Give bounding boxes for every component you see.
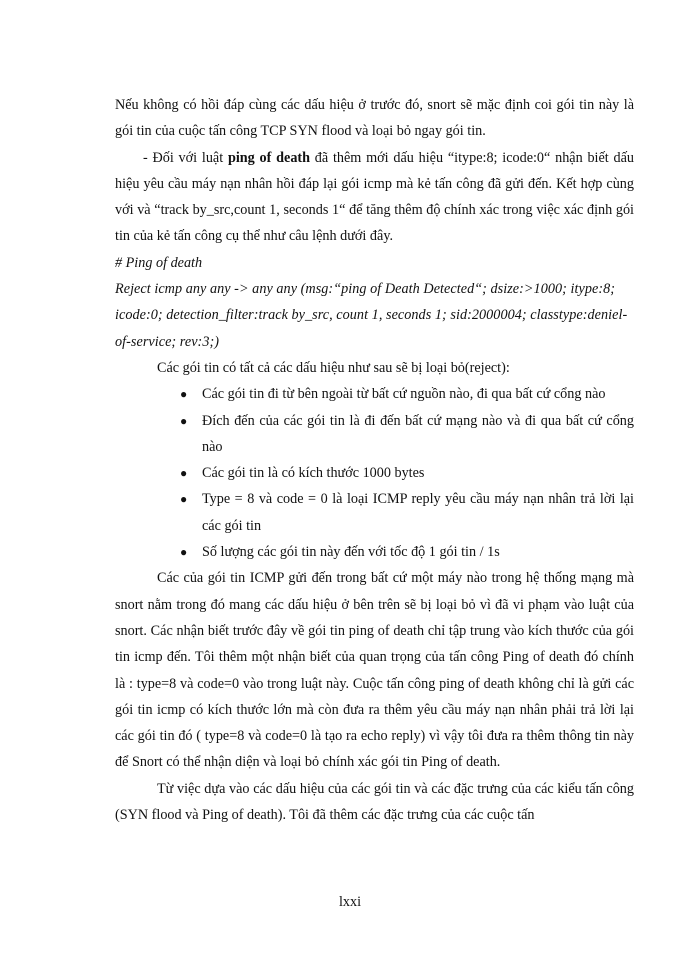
snort-rule: Reject icmp any any -> any any (msg:“ping of Death Detected“; dsize:>1000; itype:8; icode:0; detection_filter:track by_src, count 1, seconds 1; sid:2000004; classtype:deniel-of-service; rev:3;) <box>115 281 628 350</box>
bold-term: ping of death <box>227 149 311 166</box>
dash-prefix: - Đối với luật <box>143 149 228 166</box>
paragraph-explanation: Các của gói tin ICMP gửi đến trong bất cứ một máy nào trong hệ thống mạng mà snort nằm trong đó mang các dấu hiệu ở bên trên sẽ bị loại bỏ vì đã vi phạm vào luật của snort. Các nhận biết trước đây về gói tin ping of death chỉ tập trung vào kích thước của gói tin icmp đến. Tôi thêm một nhận biết của quan trọng của tấn công Ping of death đó chính là : type=8 và code=0 vào trong luật này. Cuộc tấn công ping of death không chỉ là gửi các gói tin icmp có kích thước lớn mà còn đưa ra thêm yêu cầu máy nạn nhân phải trả lời lại các gói tin đó ( type=8 và code=0 là tạo ra echo reply) vì vậy tôi đưa ra thêm thông tin này để Snort có thể nhận diện và loại bỏ chính xác gói tin Ping of death. <box>115 570 634 771</box>
bullet-icon: ● <box>180 413 188 428</box>
list-item: ● Type = 8 và code = 0 là loại ICMP reply yêu cầu máy nạn nhân trả lời lại các gói tin <box>202 486 634 539</box>
list-intro: Các gói tin có tất cả các dấu hiệu như sau sẽ bị loại bỏ(reject): <box>157 359 510 376</box>
bullet-icon: ● <box>180 466 188 481</box>
list-item: ● Số lượng các gói tin này đến với tốc độ 1 gói tin / 1s <box>202 539 634 565</box>
list-item: ● Các gói tin đi từ bên ngoài từ bất cứ nguồn nào, đi qua bất cứ cổng nào <box>202 381 634 407</box>
paragraph-syn-flood: Nếu không có hồi đáp cùng các dấu hiệu ở trước đó, snort sẽ mặc định coi gói tin này là gói tin của cuộc tấn công TCP SYN flood và loại bỏ ngay gói tin. <box>115 97 634 140</box>
section-heading: # Ping of death <box>115 254 203 271</box>
paragraph-text: đã thêm mới dấu hiệu “itype:8; icode:0“ nhận biết dấu hiệu yêu cầu máy nạn nhân hồi đáp lại gói icmp mà kẻ tấn công đã gửi đến. Kết hợp cùng với và “track by_src,count 1, seconds 1“ để tăng thêm độ chính xác trong việc xác định gói tin của kẻ tấn công cụ thể như câu lệnh dưới đây. <box>115 149 634 245</box>
list-item: ● Các gói tin là có kích thước 1000 bytes <box>202 460 634 486</box>
page-number: lxxi <box>338 894 362 910</box>
paragraph-conclusion: Từ việc dựa vào các dấu hiệu của các gói tin và các đặc trưng của các kiểu tấn công (SYN flood và Ping of death). Tôi đã thêm các đặc trưng của các cuộc tấn <box>115 780 634 824</box>
paragraph-ping-of-death-rule <box>115 145 634 250</box>
bullet-icon: ● <box>180 545 188 560</box>
list-item: ● Đích đến của các gói tin là đi đến bất cứ mạng nào và đi qua bất cứ cổng nào <box>202 408 634 461</box>
document-body <box>115 92 634 828</box>
bullet-icon: ● <box>180 387 188 402</box>
bullet-icon: ● <box>180 492 188 507</box>
signature-list <box>115 381 634 565</box>
